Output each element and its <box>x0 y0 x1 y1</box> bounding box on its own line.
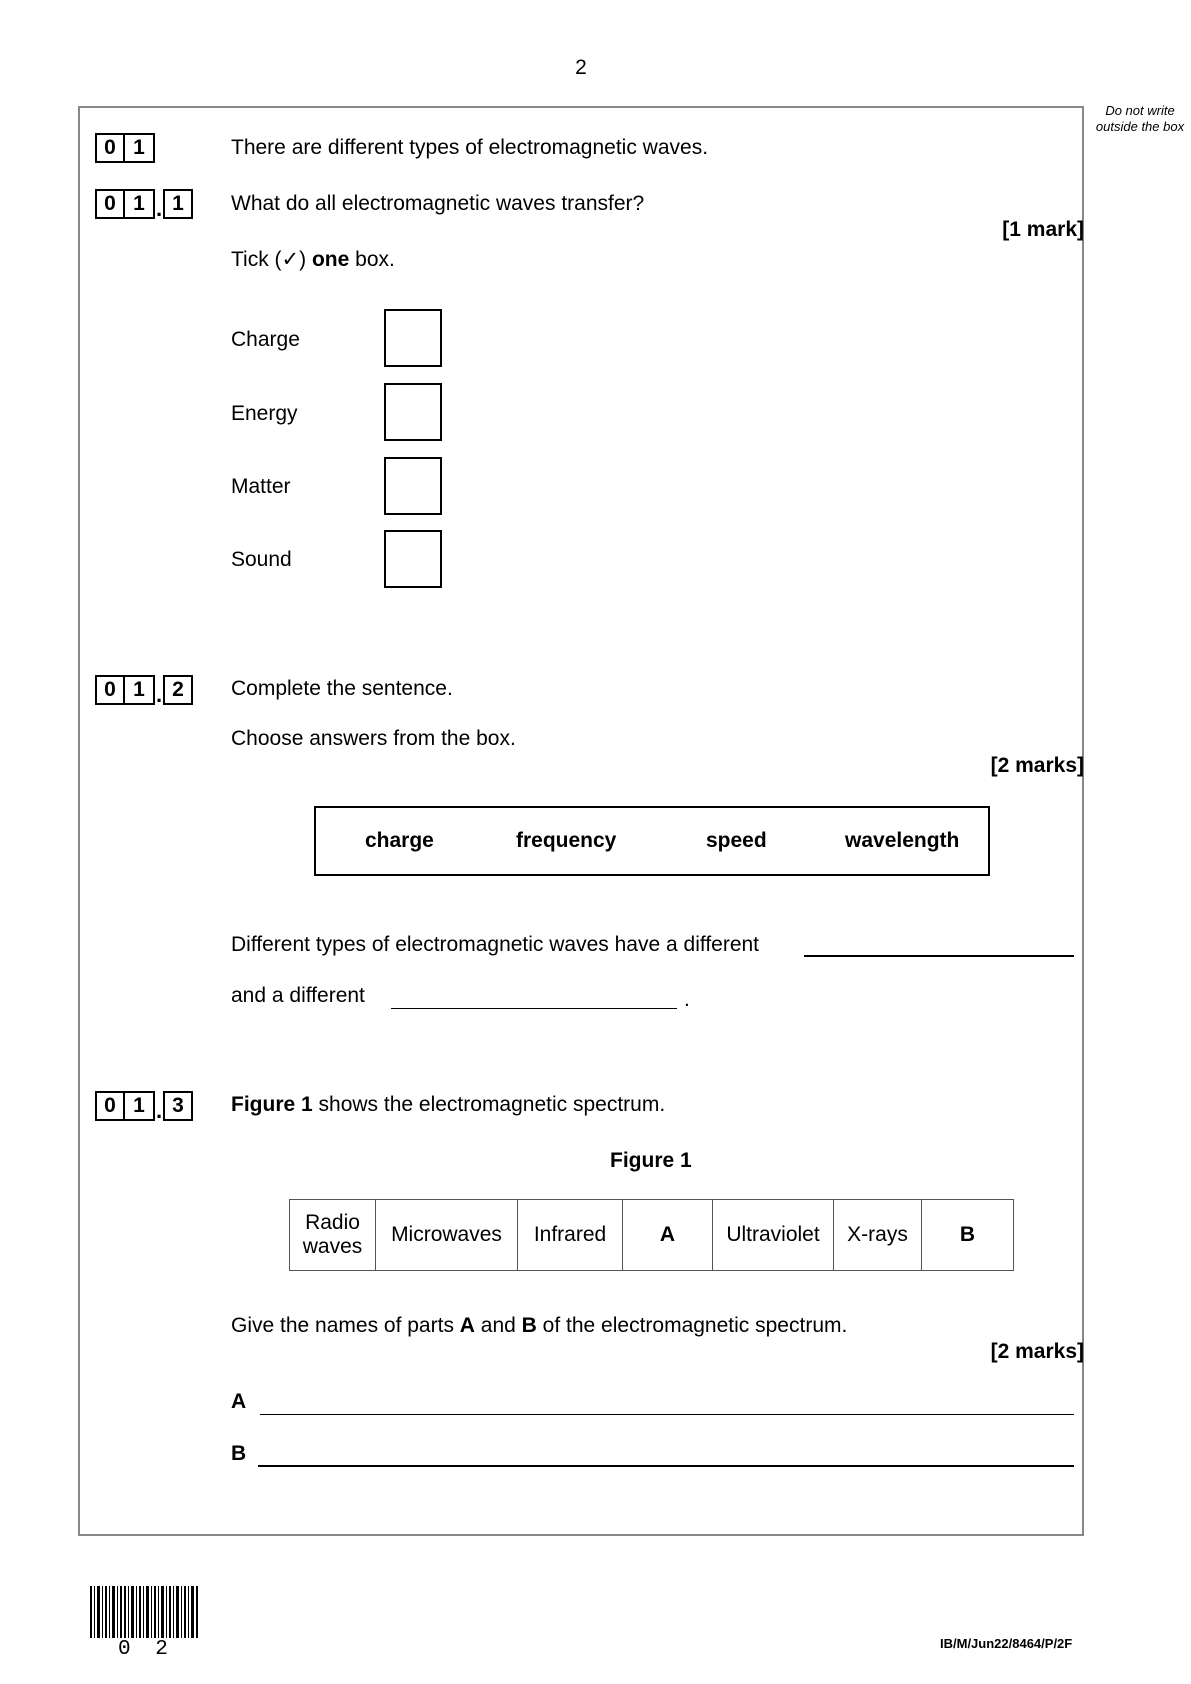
question-digit: 3 <box>163 1091 193 1121</box>
tick-instruction-pre: Tick (✓) <box>231 248 312 271</box>
answer-line-b[interactable] <box>258 1465 1074 1467</box>
barcode <box>90 1586 200 1638</box>
option-label-energy: Energy <box>231 402 298 425</box>
spectrum-cell-radio-waves: Radio waves <box>290 1200 376 1270</box>
spectrum-cell-infrared: Infrared <box>518 1200 623 1270</box>
tick-instruction-bold: one <box>311 248 350 271</box>
answer-blank-2[interactable] <box>391 1008 677 1009</box>
question-dot: . <box>155 1098 163 1123</box>
question-01-1-text: What do all electromagnetic waves transfer? <box>231 192 645 215</box>
tickbox-energy[interactable] <box>384 383 442 441</box>
paper-code: IB/M/Jun22/8464/P/2F <box>940 1636 1073 1651</box>
question-number-01-2 <box>95 675 193 705</box>
tick-instruction-post: box. <box>349 248 395 271</box>
question-digit: 0 <box>95 133 125 163</box>
tickbox-charge[interactable] <box>384 309 442 367</box>
word-choice: speed <box>706 829 767 852</box>
question-digit: 2 <box>163 675 193 705</box>
word-choice: frequency <box>516 829 617 852</box>
answer-line-a[interactable] <box>260 1414 1074 1415</box>
marks-01-3: [2 marks] <box>990 1340 1084 1363</box>
question-01-3-intro <box>231 1092 665 1118</box>
question-01-3-part-b: B <box>521 1314 537 1337</box>
question-dot: . <box>155 682 163 707</box>
question-digit: 1 <box>125 189 155 219</box>
question-01-3-mid: and <box>474 1314 522 1337</box>
tickbox-matter[interactable] <box>384 457 442 515</box>
word-choice-box <box>314 806 990 876</box>
question-01-2-line1: Complete the sentence. <box>231 677 453 700</box>
answer-label-b: B <box>231 1442 247 1465</box>
question-number-01-1 <box>95 189 193 219</box>
spectrum-cell-b: B <box>959 1223 976 1246</box>
margin-note: Do not write outside the box <box>1095 103 1185 134</box>
page-number: 2 <box>575 56 587 79</box>
tickbox-sound[interactable] <box>384 530 442 588</box>
figure-title: Figure 1 <box>610 1149 692 1172</box>
option-label-charge: Charge <box>231 328 300 351</box>
question-01-3-post: of the electromagnetic spectrum. <box>536 1314 848 1337</box>
barcode-graphic <box>90 1586 200 1638</box>
question-number-01 <box>95 133 155 163</box>
figure-reference: Figure 1 <box>231 1093 313 1116</box>
spectrum-cell-x-rays: X-rays <box>834 1200 922 1270</box>
question-digit: 1 <box>125 133 155 163</box>
barcode-digits: 0 2 <box>118 1638 174 1661</box>
question-01-3-intro-rest: shows the electromagnetic spectrum. <box>312 1093 666 1116</box>
question-digit: 1 <box>163 189 193 219</box>
option-label-sound: Sound <box>231 548 292 571</box>
sentence-part2: and a different <box>231 984 365 1007</box>
question-01-3-pre: Give the names of parts <box>231 1314 460 1337</box>
question-dot: . <box>155 196 163 221</box>
spectrum-cell-a: A <box>623 1200 713 1270</box>
marks-01-2: [2 marks] <box>990 754 1084 777</box>
em-spectrum-table <box>289 1199 1014 1271</box>
spectrum-cell-ultraviolet: Ultraviolet <box>713 1200 834 1270</box>
question-digit: 1 <box>125 675 155 705</box>
question-01-intro: There are different types of electromagnetic waves. <box>231 136 709 159</box>
question-01-2-line2: Choose answers from the box. <box>231 727 516 750</box>
question-digit: 0 <box>95 675 125 705</box>
answer-label-a: A <box>231 1390 247 1413</box>
sentence-part1: Different types of electromagnetic waves have a different <box>231 933 760 956</box>
word-choice: wavelength <box>845 829 960 852</box>
question-01-3-text <box>231 1313 847 1339</box>
question-digit: 0 <box>95 1091 125 1121</box>
word-choice: charge <box>365 829 434 852</box>
tick-instruction <box>231 247 395 273</box>
question-01-3-part-a: A <box>459 1314 475 1337</box>
sentence-end: . <box>684 988 690 1011</box>
answer-blank-1[interactable] <box>804 955 1074 957</box>
question-digit: 1 <box>125 1091 155 1121</box>
marks-01-1: [1 mark] <box>1002 218 1084 241</box>
question-digit: 0 <box>95 189 125 219</box>
question-number-01-3 <box>95 1091 193 1121</box>
option-label-matter: Matter <box>231 475 291 498</box>
spectrum-cell-microwaves: Microwaves <box>376 1200 518 1270</box>
